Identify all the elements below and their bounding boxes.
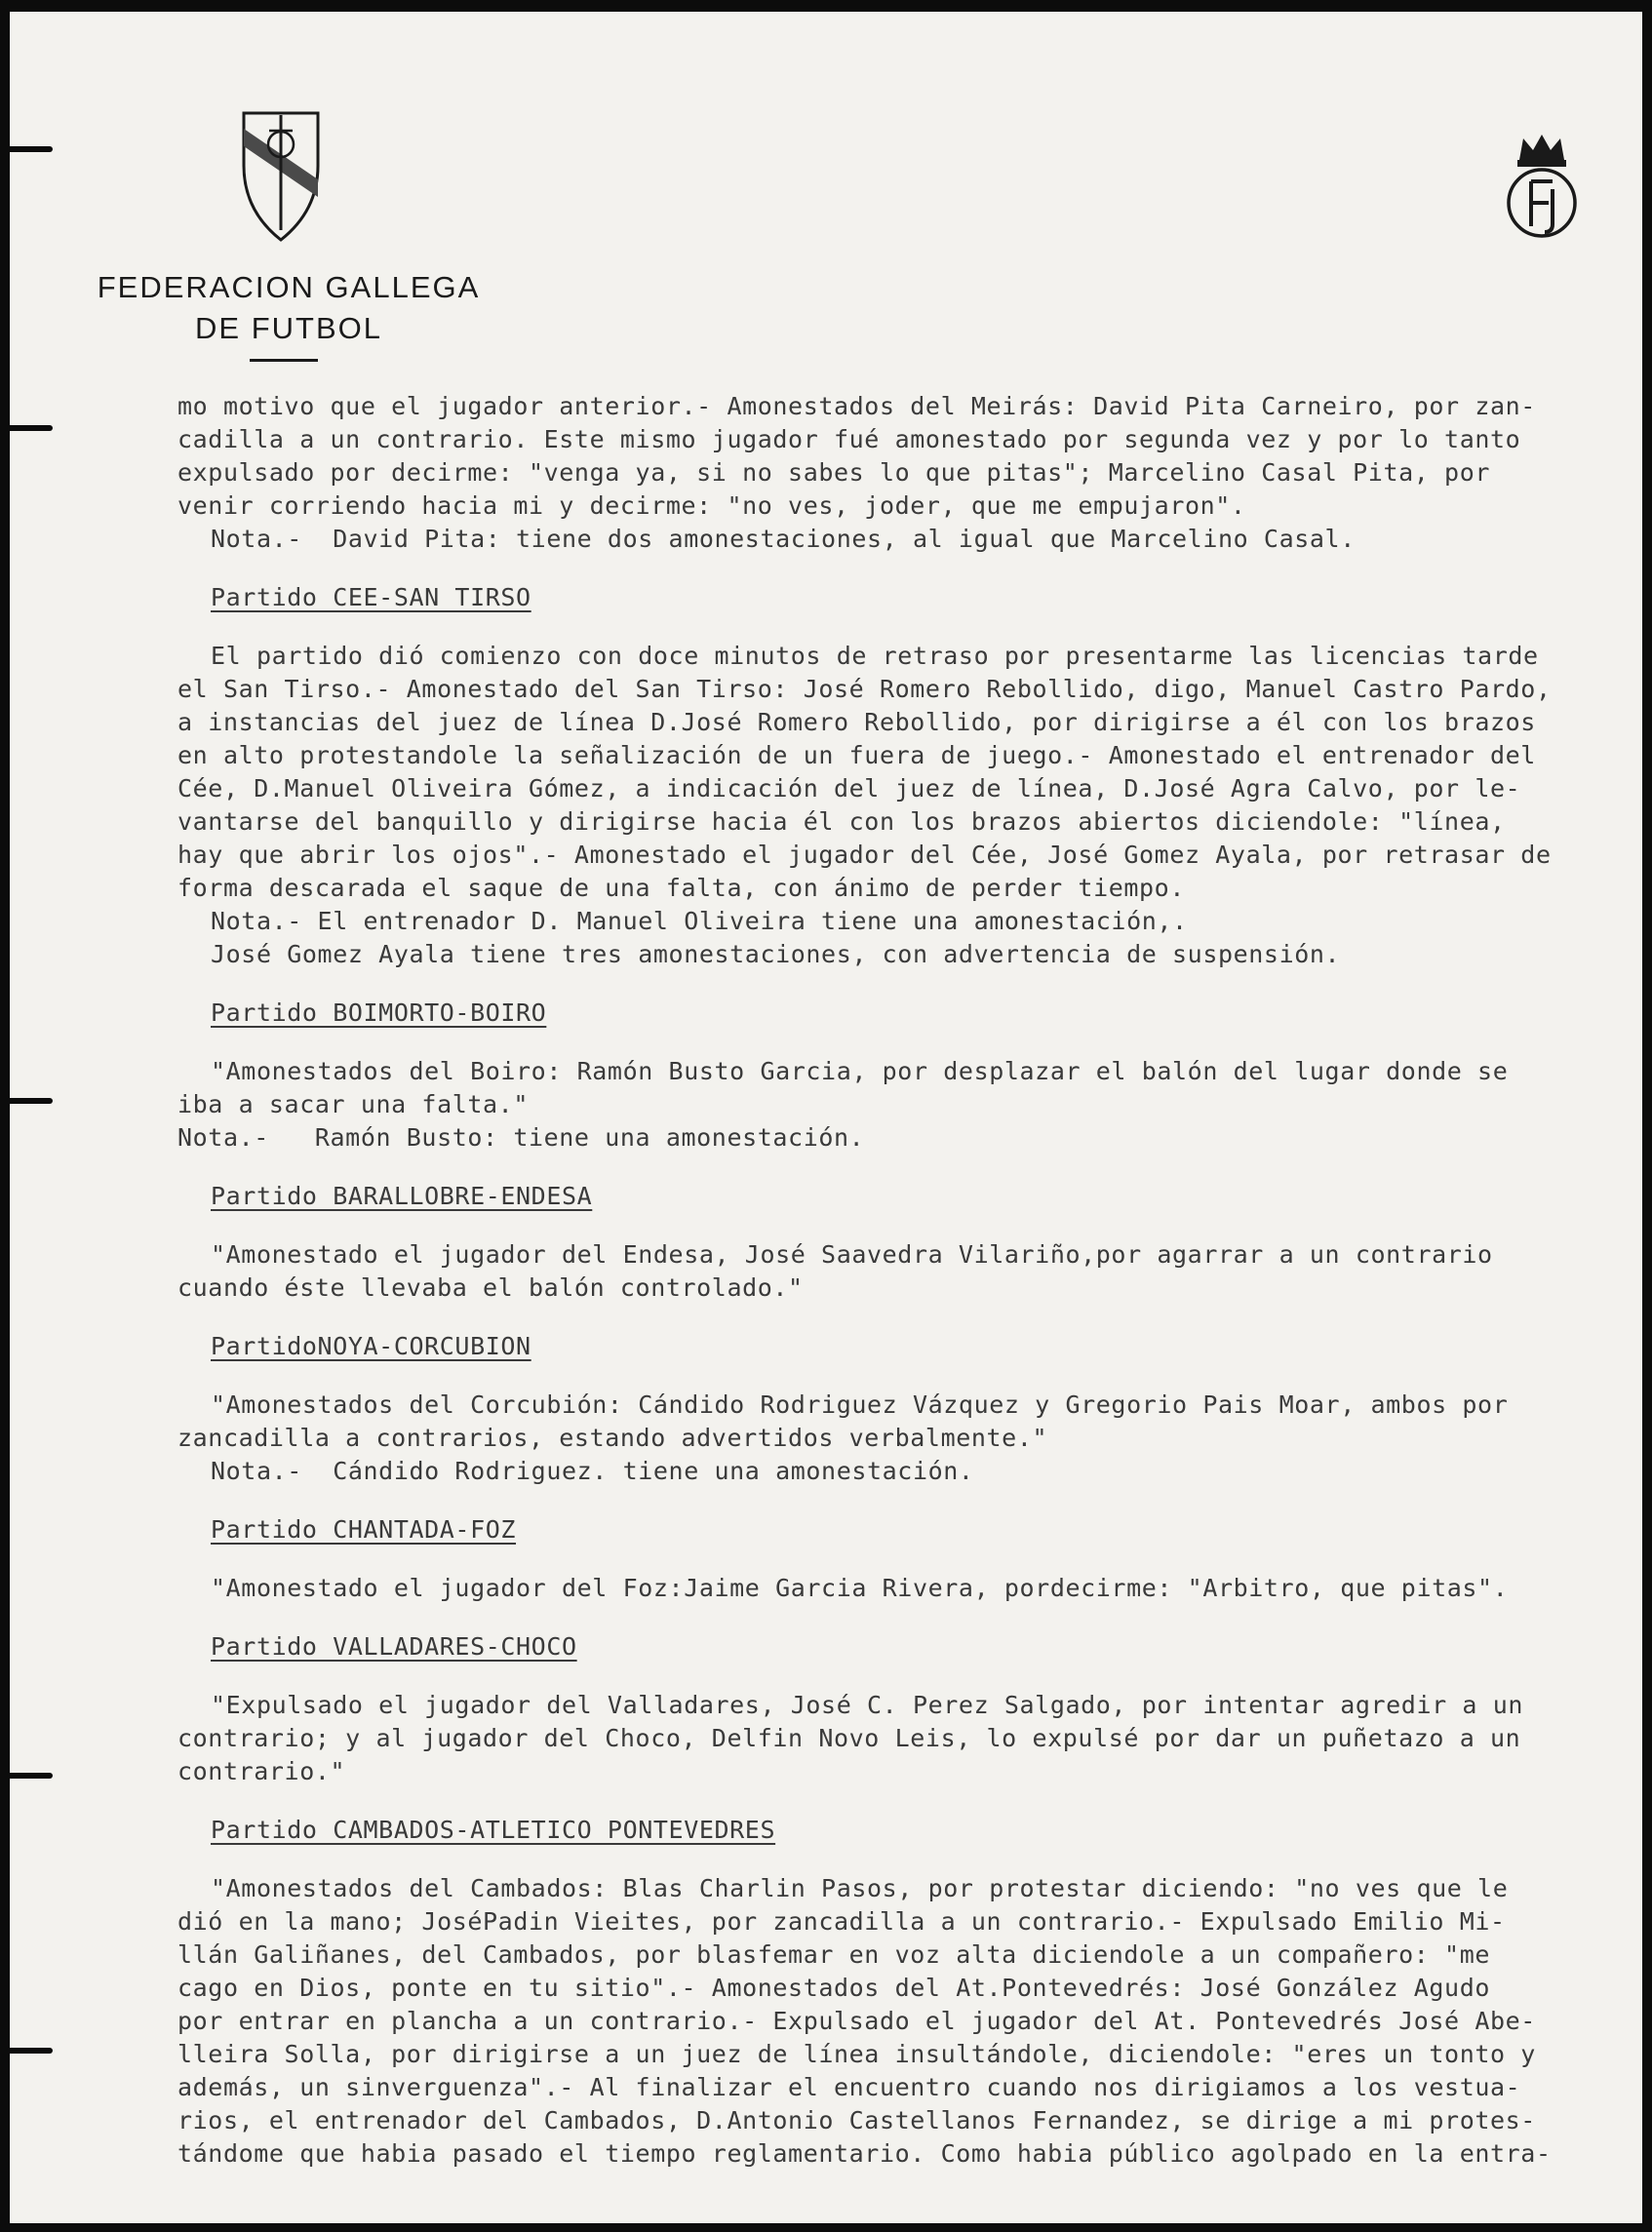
text-line: "Amonestados del Cambados: Blas Charlin Pasos, por protestar diciendo: "no ves que le [211,1874,1509,1902]
text-line: forma descarada el saque de una falta, con ánimo de perder tiempo. [177,874,1185,902]
report-body [177,390,1640,2171]
text-line: zancadilla a contrarios, estando advertidos verbalmente." [177,1424,1048,1452]
text-line: llán Galiñanes, del Cambados, por blasfemar en voz alta diciendole a un compañero: "me [177,1940,1491,1969]
text-line: además, un sinverguenza".- Al finalizar el encuentro cuando nos dirigiamos a los vestua- [177,2073,1521,2101]
organization-name-line-1: FEDERACION GALLEGA [97,270,481,304]
text-line: el San Tirso.- Amonestado del San Tirso: José Romero Rebollido, digo, Manuel Castro Pardo, [177,675,1552,703]
federation-shield-icon [240,109,322,244]
binding-hole [10,146,53,152]
match-heading: PartidoNOYA-CORCUBION [211,1332,531,1360]
text-line: rios, el entrenador del Cambados, D.Antonio Castellanos Fernandez, se dirige a mi protes- [177,2106,1536,2134]
text-line: "Amonestados del Boiro: Ramón Busto Garcia, por desplazar el balón del lugar donde se [211,1057,1509,1085]
note-line: Nota.- Ramón Busto: tiene una amonestación. [177,1123,865,1152]
text-line: dió en la mano; JoséPadin Vieites, por zancadilla a un contrario.- Expulsado Emilio Mi- [177,1907,1506,1936]
binding-hole [10,1098,53,1104]
note-line: Nota.- Cándido Rodriguez. tiene una amonestación. [211,1457,974,1485]
text-line: cago en Dios, ponte en tu sitio".- Amonestados del At.Pontevedrés: José González Agudo [177,1974,1491,2002]
match-heading: Partido CEE-SAN TIRSO [211,583,531,611]
note-line: Nota.- David Pita: tiene dos amonestaciones, al igual que Marcelino Casal. [211,525,1356,553]
text-line: mo motivo que el jugador anterior.- Amonestados del Meirás: David Pita Carneiro, por zan- [177,392,1536,420]
text-line: "Amonestados del Corcubión: Cándido Rodriguez Vázquez y Gregorio Pais Moar, ambos por [211,1390,1509,1419]
text-line: Cée, D.Manuel Oliveira Gómez, a indicación del juez de línea, D.José Agra Calvo, por le- [177,774,1521,803]
binding-hole [10,2048,53,2054]
match-heading: Partido BARALLOBRE-ENDESA [211,1182,593,1210]
text-line: venir corriendo hacia mi y decirme: "no ves, joder, que me empujaron". [177,491,1246,520]
text-line: hay que abrir los ojos".- Amonestado el jugador del Cée, José Gomez Ayala, por retrasar de [177,841,1552,869]
text-line: El partido dió comienzo con doce minutos de retraso por presentarme las licencias tarde [211,642,1539,670]
letterhead-underline [250,359,318,362]
document-page [10,12,1642,2223]
royal-federation-crest-icon [1502,131,1582,240]
text-line: vantarse del banquillo y dirigirse hacia él con los brazos abiertos diciendole: "línea, [177,807,1506,836]
match-heading: Partido VALLADARES-CHOCO [211,1632,577,1661]
binding-hole [10,425,53,431]
text-line: en alto protestandole la señalización de un fuera de juego.- Amonestado el entrenador del [177,741,1536,769]
note-line: Nota.- El entrenador D. Manuel Oliveira tiene una amonestación,. [211,907,1188,935]
text-line: contrario." [177,1757,346,1785]
text-line: cuando éste llevaba el balón controlado." [177,1273,804,1302]
text-line: cadilla a un contrario. Este mismo jugador fué amonestado por segunda vez y por lo tanto [177,425,1521,453]
text-line: "Amonestado el jugador del Foz:Jaime Garcia Rivera, pordecirme: "Arbitro, que pitas". [211,1574,1509,1602]
text-line: tándome que habia pasado el tiempo reglamentario. Como habia público agolpado en la entra- [177,2139,1552,2168]
match-heading: Partido CHANTADA-FOZ [211,1515,517,1544]
text-line: "Expulsado el jugador del Valladares, José C. Perez Salgado, por intentar agredir a un [211,1691,1524,1719]
text-line: a instancias del juez de línea D.José Romero Rebollido, por dirigirse a él con los brazos [177,708,1536,736]
text-line: iba a sacar una falta." [177,1090,529,1118]
text-line: "Amonestado el jugador del Endesa, José Saavedra Vilariño,por agarrar a un contrario [211,1240,1493,1269]
organization-name [94,267,484,349]
organization-name-line-2: DE FUTBOL [195,311,382,345]
match-heading: Partido BOIMORTO-BOIRO [211,999,547,1027]
binding-hole [10,1773,53,1779]
note-line: José Gomez Ayala tiene tres amonestaciones, con advertencia de suspensión. [211,940,1341,968]
text-line: por entrar en plancha a un contrario.- Expulsado el jugador del At. Pontevedrés José Abe- [177,2007,1536,2035]
text-line: expulsado por decirme: "venga ya, si no sabes lo que pitas"; Marcelino Casal Pita, por [177,458,1491,487]
match-heading: Partido CAMBADOS-ATLETICO PONTEVEDRES [211,1816,776,1844]
text-line: contrario; y al jugador del Choco, Delfin Novo Leis, lo expulsé por dar un puñetazo a un [177,1724,1521,1752]
text-line: lleira Solla, por dirigirse a un juez de línea insultándole, diciendole: "eres un tonto y [177,2040,1536,2068]
